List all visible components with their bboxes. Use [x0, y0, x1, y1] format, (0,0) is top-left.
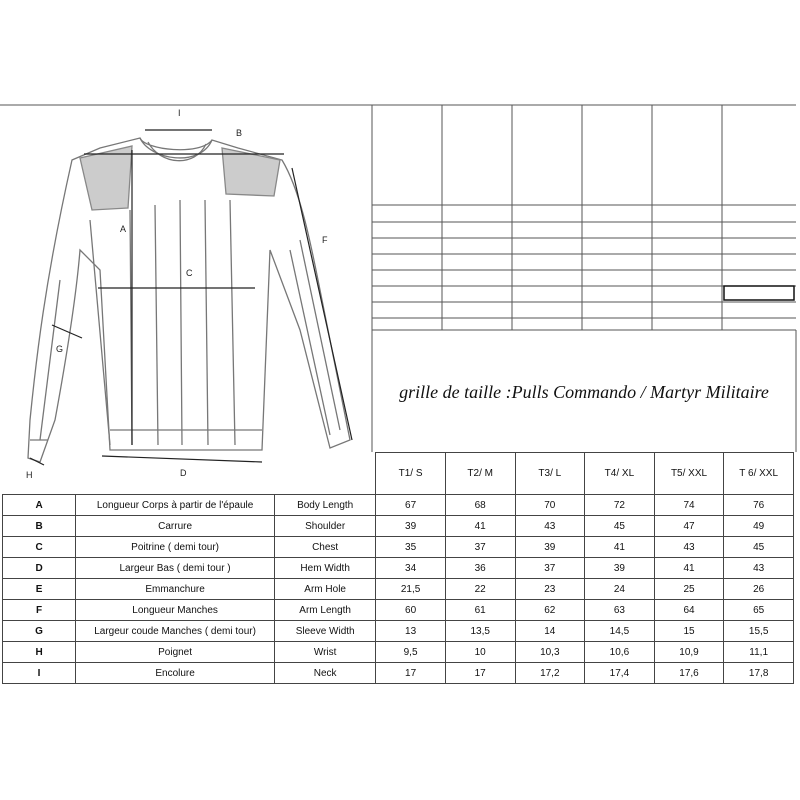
measure-value: 70 [515, 495, 585, 516]
measure-code: A [3, 495, 76, 516]
size-header: T1/ S [376, 453, 446, 495]
measure-value: 17,6 [654, 663, 724, 684]
measure-value: 76 [724, 495, 794, 516]
measure-value: 10,9 [654, 642, 724, 663]
measure-value: 35 [376, 537, 446, 558]
measure-label-fr: Encolure [76, 663, 275, 684]
measure-value: 10,3 [515, 642, 585, 663]
measure-value: 60 [376, 600, 446, 621]
measure-value: 9,5 [376, 642, 446, 663]
label-H: H [26, 470, 33, 480]
measure-code: G [3, 621, 76, 642]
measure-value: 49 [724, 516, 794, 537]
size-header: T 6/ XXL [724, 453, 794, 495]
measure-value: 74 [654, 495, 724, 516]
size-header-row [3, 453, 794, 495]
measure-value: 26 [724, 579, 794, 600]
measure-value: 68 [445, 495, 515, 516]
measure-value: 45 [585, 516, 655, 537]
table-row [3, 600, 794, 621]
measure-label-fr: Longueur Corps à partir de l'épaule [76, 495, 275, 516]
measure-value: 43 [654, 537, 724, 558]
measure-value: 21,5 [376, 579, 446, 600]
table-row [3, 537, 794, 558]
measure-code: F [3, 600, 76, 621]
measure-code: C [3, 537, 76, 558]
measure-code: E [3, 579, 76, 600]
measure-value: 22 [445, 579, 515, 600]
measure-value: 13 [376, 621, 446, 642]
measure-value: 67 [376, 495, 446, 516]
label-C: C [186, 268, 193, 278]
measure-value: 13,5 [445, 621, 515, 642]
label-G: G [56, 344, 64, 354]
measure-label-fr: Longueur Manches [76, 600, 275, 621]
measure-label-en: Neck [275, 663, 376, 684]
label-F: F [322, 235, 328, 245]
measure-value: 65 [724, 600, 794, 621]
sweater-drawing [28, 138, 350, 462]
header-spacer [3, 453, 376, 495]
measure-label-en: Wrist [275, 642, 376, 663]
measure-label-en: Sleeve Width [275, 621, 376, 642]
measure-value: 39 [376, 516, 446, 537]
measure-label-fr: Poitrine ( demi tour) [76, 537, 275, 558]
measure-label-en: Hem Width [275, 558, 376, 579]
measure-label-fr: Carrure [76, 516, 275, 537]
measurement-arrows [30, 130, 352, 465]
measure-value: 15,5 [724, 621, 794, 642]
table-row [3, 558, 794, 579]
chart-title: grille de taille :Pulls Commando / Martyr Militaire [399, 382, 769, 402]
size-table-body [3, 453, 794, 684]
measure-value: 64 [654, 600, 724, 621]
label-B: B [236, 128, 243, 138]
size-header: T5/ XXL [654, 453, 724, 495]
size-header: T4/ XL [585, 453, 655, 495]
measure-value: 17,8 [724, 663, 794, 684]
measure-value: 25 [654, 579, 724, 600]
measure-code: D [3, 558, 76, 579]
size-header: T3/ L [515, 453, 585, 495]
table-row [3, 516, 794, 537]
measure-value: 41 [654, 558, 724, 579]
measure-value: 10,6 [585, 642, 655, 663]
measure-value: 61 [445, 600, 515, 621]
measure-code: I [3, 663, 76, 684]
table-row [3, 579, 794, 600]
measure-value: 43 [515, 516, 585, 537]
measure-value: 15 [654, 621, 724, 642]
measure-label-fr: Emmanchure [76, 579, 275, 600]
measure-label-fr: Poignet [76, 642, 275, 663]
label-A: A [120, 224, 127, 234]
measure-value: 17 [376, 663, 446, 684]
measure-label-en: Chest [275, 537, 376, 558]
measure-value: 41 [585, 537, 655, 558]
table-row [3, 642, 794, 663]
measure-value: 47 [654, 516, 724, 537]
table-row [3, 621, 794, 642]
measure-value: 24 [585, 579, 655, 600]
measure-label-fr: Largeur coude Manches ( demi tour) [76, 621, 275, 642]
measure-value: 23 [515, 579, 585, 600]
measure-label-en: Shoulder [275, 516, 376, 537]
measure-value: 72 [585, 495, 655, 516]
label-I: I [178, 108, 181, 118]
measure-value: 17,4 [585, 663, 655, 684]
measure-value: 45 [724, 537, 794, 558]
size-header: T2/ M [445, 453, 515, 495]
size-table [2, 452, 794, 684]
measure-value: 14 [515, 621, 585, 642]
measure-value: 36 [445, 558, 515, 579]
measure-value: 17 [445, 663, 515, 684]
measure-value: 62 [515, 600, 585, 621]
measure-label-en: Arm Length [275, 600, 376, 621]
table-row [3, 663, 794, 684]
measure-code: H [3, 642, 76, 663]
label-D: D [180, 468, 187, 478]
measure-value: 34 [376, 558, 446, 579]
measure-value: 11,1 [724, 642, 794, 663]
measure-label-en: Arm Hole [275, 579, 376, 600]
measure-value: 10 [445, 642, 515, 663]
measure-value: 41 [445, 516, 515, 537]
measure-value: 63 [585, 600, 655, 621]
measure-label-fr: Largeur Bas ( demi tour ) [76, 558, 275, 579]
measure-value: 37 [515, 558, 585, 579]
measure-value: 39 [585, 558, 655, 579]
measure-code: B [3, 516, 76, 537]
measure-value: 14,5 [585, 621, 655, 642]
measure-value: 39 [515, 537, 585, 558]
measure-value: 37 [445, 537, 515, 558]
measure-value: 17,2 [515, 663, 585, 684]
measure-label-en: Body Length [275, 495, 376, 516]
table-row [3, 495, 794, 516]
measure-value: 43 [724, 558, 794, 579]
